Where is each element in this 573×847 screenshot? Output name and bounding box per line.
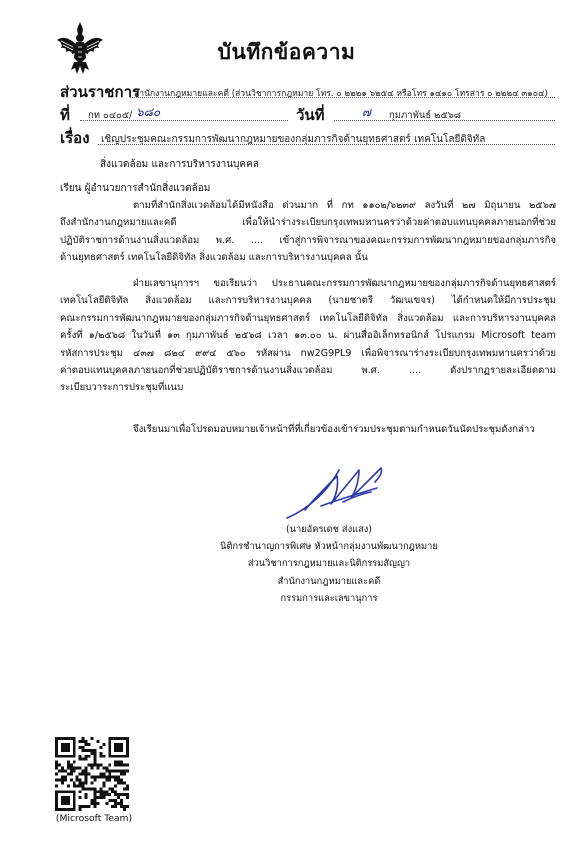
date-day-handwritten: ๗ xyxy=(362,105,372,119)
paragraph-line: ค่าตอบแทนบุคคลภายนอกที่ช่วยปฏิบัติราชการด้านงานสิ่งแวดล้อม พ.ศ. .... ดังปรากฏรายละเอียดตาม xyxy=(60,364,556,376)
salutation: เรียน ผู้อำนวยการสำนักสิ่งแวดล้อม xyxy=(60,183,211,194)
number-prefix: กท ๐๔๐๕/ xyxy=(88,110,133,121)
signatory-position: ส่วนวิชาการกฎหมายและนิติกรรมสัญญา xyxy=(247,558,411,570)
body-paragraph-2 xyxy=(60,275,556,397)
number-handwritten: ๖๘๐ xyxy=(136,105,161,119)
paragraph-line: รหัสการประชุม ๔๓๗ ๘๒๔ ๙๙๔ ๕๖๐ รหัสผ่าน nw2G9PL9 เพื่อพิจารณาร่างระเบียบกรุงเทพมหานครว่าด้วย xyxy=(60,347,556,359)
signatory-position: กรรมการและเลขานุการ xyxy=(280,592,378,604)
paragraph-line: ด้านยุทธศาสตร์ เทคโนโลยีดิจิทัล สิ่งแวดล้อม และการบริหารงานบุคคล นั้น xyxy=(60,252,368,264)
signatory-position: นิติกรชำนาญการพิเศษ หัวหน้ากลุ่มงานพัฒนากฎหมาย xyxy=(220,541,438,553)
date-value: กุมภาพันธ์ ๒๕๖๘ xyxy=(389,110,461,121)
subject-line-1: เชิญประชุมคณะกรรมการพัฒนากฎหมายของกลุ่มภารกิจด้านยุทธศาสตร์ เทคโนโลยีดิจิทัล xyxy=(101,134,486,145)
body-paragraph-1 xyxy=(60,197,556,267)
agency-label: ส่วนราชการ xyxy=(60,83,141,101)
paragraph-line: ระเบียบวาระการประชุมที่แนบ xyxy=(60,382,184,394)
signature-icon xyxy=(281,458,401,526)
agency-value: สำนักงานกฎหมายและคดี (ส่วนวิชาการกฎหมาย โทร. ๐ ๒๒๒๑ ๖๒๕๔ หรือโทร ๑๔๑๐ โทรสาร ๐ ๒๒๒๔ ๓๑๐๔) xyxy=(134,89,548,99)
paragraph-line: ตามที่สำนักสิ่งแวดล้อมได้มีหนังสือ ด่วนมาก ที่ กท ๑๑๐๒/๖๒๓๙ ลงวันที่ ๒๗ มิถุนายน ๒๕๖๗ xyxy=(133,200,556,211)
paragraph-line: ฝ่ายเลขานุการฯ ขอเรียนว่า ประธานคณะกรรมการพัฒนากฎหมายของกลุ่มภารกิจด้านยุทธศาสตร์ xyxy=(133,278,556,289)
paragraph-line: เทคโนโลยีดิจิทัล สิ่งแวดล้อม และการบริหารงานบุคคล (นายชาตรี วัฒนเขจร) ได้กำหนดให้มีการประชุม xyxy=(60,295,556,307)
subject-label: เรื่อง xyxy=(60,129,90,147)
paragraph-line: ปฏิบัติราชการด้านงานสิ่งแวดล้อม พ.ศ. .... เข้าสู่การพิจารณาของคณะกรรมการพัฒนากฎหมายของกลุ่มภารกิจ xyxy=(60,234,556,246)
paragraph-line: คณะกรรมการพัฒนากฎหมายของกลุ่มภารกิจด้านยุทธศาสตร์ เทคโนโลยีดิจิทัล สิ่งแวดล้อม และการบริหารงานบุคคล xyxy=(60,312,556,324)
date-label: วันที่ xyxy=(296,106,325,124)
signatory-position: สำนักงานกฎหมายและคดี xyxy=(277,575,381,587)
paragraph-line: จึงเรียนมาเพื่อโปรดมอบหมายเจ้าหน้าที่ที่เกี่ยวข้องเข้าร่วมประชุมตามกำหนดวันนัดประชุมดังกล่าว xyxy=(133,424,535,435)
number-label: ที่ xyxy=(60,106,70,124)
memo-title: บันทึกข้อความ xyxy=(217,40,356,64)
paragraph-line: ถึงสำนักงานกฎหมายและคดี เพื่อให้นำร่างระเบียบกรุงเทพมหานครว่าด้วยค่าตอบแทนบุคคลภายนอกที่ช่วย xyxy=(60,217,556,229)
signatory-name: (นายอัครเดช ส่งแสง) xyxy=(286,524,372,535)
signatory-block xyxy=(219,521,439,607)
body-paragraph-3 xyxy=(60,421,556,438)
subject-line-2: สิ่งแวดล้อม และการบริหารงานบุคคล xyxy=(100,159,259,170)
qr-caption: (Microsoft Team) xyxy=(55,813,133,824)
qr-code-icon[interactable] xyxy=(55,737,129,811)
paragraph-line: ครั้งที่ ๑/๒๕๖๘ ในวันที่ ๑๓ กุมภาพันธ์ ๒๕๖๘ เวลา ๑๓.๐๐ น. ผ่านสื่ออิเล็กทรอนิกส์ โปรแกรม Microsoft team xyxy=(60,330,556,342)
